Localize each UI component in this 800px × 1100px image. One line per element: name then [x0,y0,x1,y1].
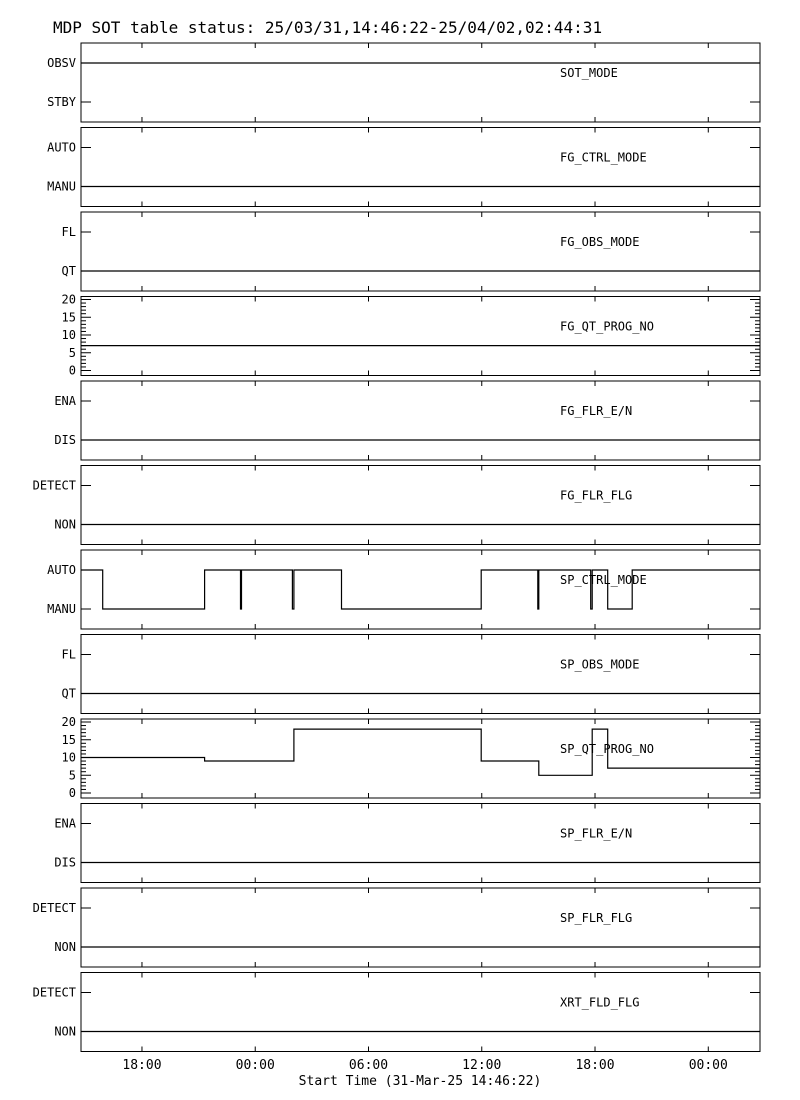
panel-label: SOT_MODE [560,66,618,80]
y-tick-label: NON [54,517,76,532]
panel-fg-obs-mode [62,212,760,291]
y-tick-label: NON [54,1024,76,1039]
y-tick-label: DIS [54,433,76,447]
x-tick-label: 18:00 [575,1058,615,1073]
x-tick-label: 06:00 [348,1058,389,1073]
panel-label: SP_FLR_E/N [560,826,633,841]
x-tick-label: 12:00 [462,1058,502,1073]
y-tick-label: 5 [68,345,76,360]
panel-fg-flr-e-n [54,381,760,460]
panel-label: FG_FLR_E/N [560,404,633,418]
y-tick-label: AUTO [47,563,76,577]
panel-frame [81,804,760,883]
panel-frame [81,43,760,122]
y-tick-label: QT [61,264,76,278]
panel-frame [81,297,760,376]
y-tick-label: OBSV [47,56,76,70]
x-tick-label: 00:00 [235,1058,275,1073]
panel-fg-qt-prog-no [62,293,760,378]
y-tick-label: DETECT [32,901,76,915]
y-tick-label: 15 [61,732,76,747]
panel-frame [81,212,760,291]
y-tick-label: 5 [68,768,76,783]
y-tick-label: DETECT [32,478,76,493]
y-tick-label: 20 [61,715,76,729]
x-tick-label: 00:00 [688,1058,728,1073]
panel-fg-ctrl-mode [47,128,760,207]
panel-fg-flr-flg [33,466,760,545]
y-tick-label: DIS [54,855,76,870]
y-tick-label: ENA [54,816,76,831]
y-tick-label: QT [61,686,76,701]
y-tick-label: STBY [47,95,76,109]
y-tick-label: 10 [61,750,76,765]
panel-xrt-fld-flg [33,973,760,1052]
panel-label: XRT_FLD_FLG [560,995,640,1010]
y-tick-label: 0 [68,363,76,378]
panel-label: FG_QT_PROG_NO [560,319,654,334]
panel-label: FG_CTRL_MODE [560,150,647,165]
y-tick-label: 15 [61,310,76,325]
panel-frame [81,888,760,967]
panel-frame [81,381,760,460]
series-line-sp-ctrl-mode [81,570,760,609]
x-tick-label: 18:00 [122,1058,162,1073]
panel-sot-mode [47,43,760,122]
panel-sp-obs-mode [62,635,760,714]
panel-frame [81,635,760,714]
y-tick-label: 10 [61,328,76,342]
y-tick-label: FL [61,647,76,662]
panels-layer [33,43,760,1052]
panel-label: SP_CTRL_MODE [560,573,647,587]
panel-label: SP_OBS_MODE [560,657,640,672]
panel-frame [81,550,760,629]
panel-frame [81,973,760,1052]
y-tick-label: NON [54,940,76,954]
y-tick-label: MANU [47,602,76,616]
panel-sp-flr-flg [33,888,760,967]
panel-frame [81,466,760,545]
panel-label: FG_OBS_MODE [560,235,640,249]
series-line-sp-qt-prog-no [81,729,760,775]
y-tick-label: MANU [47,179,76,194]
y-tick-label: FL [61,225,76,239]
y-tick-label: 0 [68,786,76,800]
panel-sp-ctrl-mode [47,550,760,629]
y-tick-label: AUTO [47,140,76,155]
panel-sp-qt-prog-no [62,715,760,800]
x-axis [122,1058,727,1073]
chart-title: MDP SOT table status: 25/03/31,14:46:22-25/04/02,02:44:31 [53,18,603,37]
y-tick-label: ENA [54,394,76,408]
panel-sp-flr-e-n [54,804,760,883]
x-axis-label: Start Time (31-Mar-25 14:46:22) [298,1074,542,1089]
panel-frame [81,719,760,798]
y-tick-label: DETECT [32,985,76,1000]
panel-label: SP_FLR_FLG [560,911,633,925]
panel-label: FG_FLR_FLG [560,488,633,503]
panel-label: SP_QT_PROG_NO [560,742,654,756]
y-tick-label: 20 [61,292,76,307]
panel-frame [81,128,760,207]
